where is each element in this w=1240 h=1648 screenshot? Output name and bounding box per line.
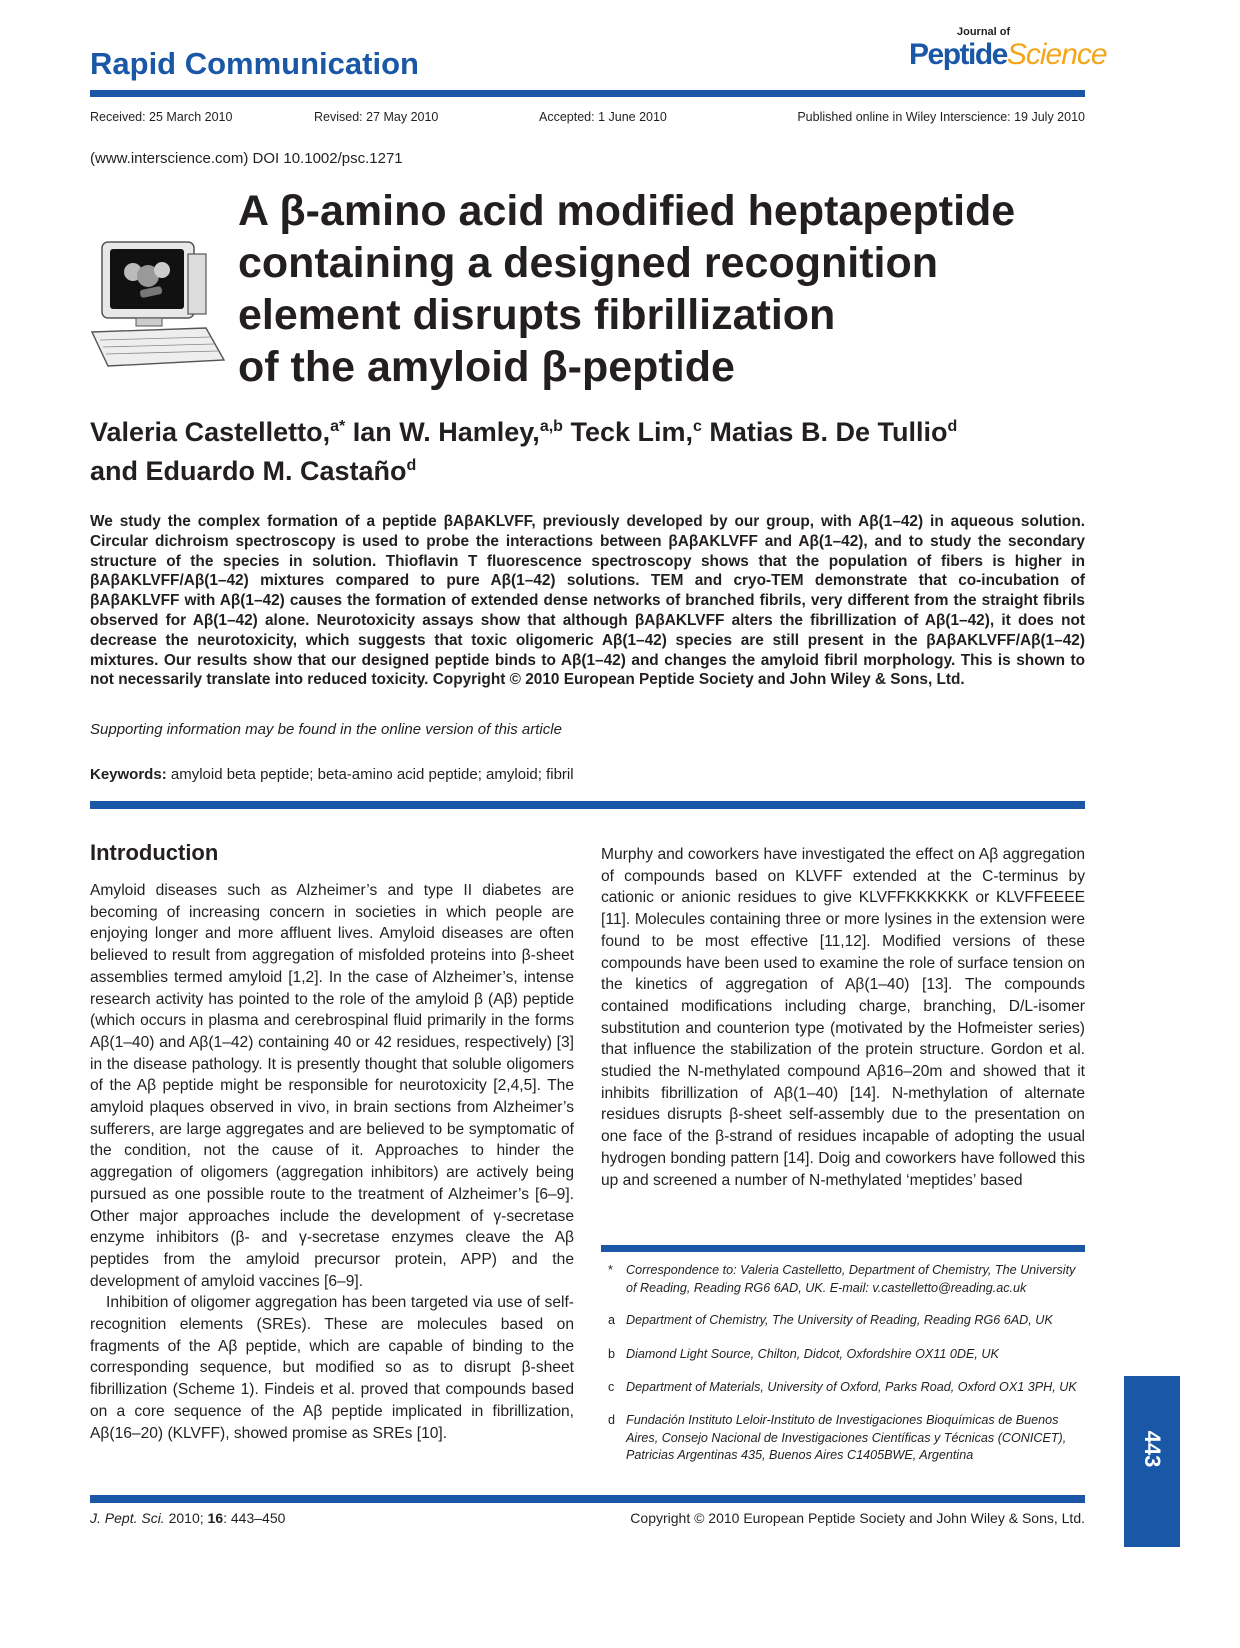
left-column: [90, 880, 574, 1444]
footer-copyright: Copyright © 2010 European Peptide Society and John Wiley & Sons, Ltd.: [630, 1510, 1085, 1526]
author-name: and Eduardo M. Castaño: [90, 456, 407, 486]
keywords: [90, 766, 574, 783]
paragraph: Amyloid diseases such as Alzheimer’s and type II diabetes are becoming of increasing concern in societies in which people are enjoying longer and more affluent lives. Amyloid diseases are often believed to result from aggregation of misfolded proteins into β-sheet assemblies termed amyloid [1,2]. In the case of Alzheimer’s, intense research activity has pointed to the role of the amyloid β (Aβ) peptide (which occurs in plasma and cerebrospinal fluid primarily in the forms Aβ(1–40) and Aβ(1–42) containing 40 or 42 residues, respectively) [3] in the disease pathology. It is presently thought that soluble oligomers of the Aβ peptide might be responsible for neurotoxicity [2,4,5]. The amyloid plaques observed in vivo, in brain sections from Alzheimer’s sufferers, are large aggregates and are believed to be symptomatic of the condition, not the cause of it. Approaches to hinder the aggregation of oligomers (aggregation inhibitors) are actively being pursued as one possible route to the treatment of Alzheimer’s [6–9]. Other major approaches include the development of γ-secretase enzyme inhibitors (β- and γ-secretase enzymes cleave the Aβ peptides from the amyloid precursor protein, APP) and the development of amyloid vaccines [6–9].: [90, 882, 574, 1290]
citation-year: 2010;: [164, 1510, 208, 1526]
keywords-text: amyloid beta peptide; beta-amino acid peptide; amyloid; fibril: [166, 766, 574, 783]
section-label: Rapid Communication: [90, 46, 419, 81]
computer-icon: [88, 240, 228, 370]
author-affiliation-mark: d: [406, 457, 417, 474]
date-revised: Revised: 27 May 2010: [314, 110, 439, 124]
abstract-rule: [90, 801, 1085, 809]
section-heading-introduction: Introduction: [90, 840, 219, 865]
title-line: containing a designed recognition: [238, 239, 938, 287]
article-title: [238, 185, 1098, 393]
footnote-text: Correspondence to: Valeria Castelletto, Department of Chemistry, The University of Reading, Reading RG6 6AD, UK. E-mail: v.castelletto@reading.ac.uk: [626, 1263, 1076, 1295]
paragraph: Inhibition of oligomer aggregation has been targeted via use of self-recognition elements (SREs). These are molecules based on fragments of the Aβ peptide, which are capable of binding to the corresponding sequence, but modified so as to disrupt β-sheet fibrillization (Scheme 1). Findeis et al. proved that compounds based on a core sequence of the Aβ peptide implicated in fibrillization, Aβ(16–20) (KLVFF), showed promise as SREs [10].: [90, 1294, 574, 1442]
footnote-mark: *: [608, 1263, 613, 1277]
date-received: Received: 25 March 2010: [90, 110, 233, 124]
footnote-mark: a: [608, 1313, 616, 1327]
journal-logo: [905, 26, 1107, 86]
citation-pages: : 443–450: [223, 1510, 286, 1526]
citation-volume: 16: [207, 1510, 224, 1526]
footnote-mark: d: [608, 1413, 616, 1427]
footnote-affiliation-b: [608, 1346, 1086, 1364]
date-accepted: Accepted: 1 June 2010: [539, 110, 667, 124]
footnote-text: Department of Chemistry, The University of Reading, Reading RG6 6AD, UK: [626, 1313, 1053, 1327]
supporting-info-note: Supporting information may be found in the online version of this article: [90, 721, 562, 738]
page-number-tab: [1124, 1376, 1180, 1547]
author-name: Valeria Castelletto,: [90, 417, 331, 447]
footnote-mark: c: [608, 1380, 615, 1394]
doi-line: (www.interscience.com) DOI 10.1002/psc.1271: [90, 150, 403, 167]
footer-citation: [90, 1510, 285, 1526]
footnote-text: Diamond Light Source, Chilton, Didcot, Oxfordshire OX11 0DE, UK: [626, 1347, 999, 1361]
keywords-label: Keywords:: [90, 766, 167, 783]
author-list: [90, 410, 1090, 488]
author-affiliation-mark: a*: [330, 418, 346, 435]
title-line: of the amyloid β-peptide: [238, 343, 735, 391]
footnote-correspondence: [608, 1262, 1086, 1298]
title-line: A β-amino acid modified heptapeptide: [238, 187, 1016, 235]
author-affiliation-mark: d: [947, 418, 958, 435]
header-rule: [90, 90, 1085, 97]
journal-logo-small: Journal of: [957, 26, 1011, 38]
footnote-rule: [601, 1245, 1085, 1252]
journal-logo-peptide: Peptide: [909, 38, 1007, 71]
footer-rule: [90, 1495, 1085, 1503]
author-affiliation-mark: c: [693, 418, 702, 435]
author-name: Ian W. Hamley,: [345, 417, 540, 447]
journal-logo-science: Science: [1006, 38, 1107, 71]
footnote-text: Department of Materials, University of Oxford, Parks Road, Oxford OX1 3PH, UK: [626, 1380, 1077, 1394]
author-affiliation-mark: a,b: [539, 418, 563, 435]
paragraph: Murphy and coworkers have investigated the effect on Aβ aggregation of compounds based on KLVFF extended at the C-terminus by cationic or anionic residues to give KLVFFKKKKKK or KLVFFEEEE [11]. Molecules containing three or more lysines in the extension were found to be most effective [11,12]. Modified versions of these compounds have been used to examine the role of surface tension on the kinetics of aggregation of Aβ(1–40) [13]. The compounds contained modifications including charge, branching, D/L-isomer substitution and counterion type (motivated by the Hofmeister series) that influence the stabilization of the protein structure. Gordon et al. studied the N-methylated compound Aβ16–20m and showed that it inhibits fibrillization of Aβ(1–40) [14]. N-methylation of alternate residues disrupts β-sheet self-assembly due to the presentation on one face of the β-strand of residues incapable of adopting the usual hydrogen bonding pattern [14]. Doig and coworkers have followed this up and screened a number of N-methylated ‘meptides’ based: [601, 846, 1085, 1189]
footnote-mark: b: [608, 1347, 616, 1361]
author-name: Teck Lim,: [562, 417, 693, 447]
page-number: 443: [1140, 1430, 1165, 1468]
footnote-text: Fundación Instituto Leloir-Instituto de Investigaciones Bioquímicas de Buenos Aires, Consejo Nacional de Investigaciones Científicas y Técnicas (CONICET), Patricias Argentinas 435, Buenos Aires C1405BWE, Argentina: [626, 1413, 1067, 1462]
citation-journal: J. Pept. Sci.: [90, 1510, 165, 1526]
date-published: Published online in Wiley Interscience: 19 July 2010: [797, 110, 1085, 124]
footnote-affiliation-c: [608, 1379, 1086, 1397]
title-line: element disrupts fibrillization: [238, 291, 836, 339]
author-name: Matias B. De Tullio: [701, 417, 948, 447]
right-column: [601, 844, 1085, 1191]
abstract: We study the complex formation of a peptide βAβAKLVFF, previously developed by our group, with Aβ(1–42) in aqueous solution. Circular dichroism spectroscopy is used to probe the interactions between βAβAKLVFF and Aβ(1–42), and to study the secondary structure of the species in solution. Thioflavin T fluorescence spectroscopy shows that the population of fibers is higher in βAβAKLVFF/Aβ(1–42) mixtures compared to pure Aβ(1–42) solutions. TEM and cryo-TEM demonstrate that co-incubation of βAβAKLVFF with Aβ(1–42) causes the formation of extended dense networks of branched fibrils, very different from the straight fibrils observed for Aβ(1–42) alone. Neurotoxicity assays show that although βAβAKLVFF alters the fibrillization of Aβ(1–42), it does not decrease the neurotoxicity, which suggests that toxic oligomeric Aβ(1–42) species are still present in the βAβAKLVFF/Aβ(1–42) mixtures. Our results show that our designed peptide binds to Aβ(1–42) and changes the amyloid fibril morphology. This is shown to not necessarily translate into reduced toxicity. Copyright © 2010 European Peptide Society and John Wiley & Sons, Ltd.: [90, 513, 1085, 689]
footnote-affiliation-d: [608, 1412, 1086, 1466]
footnote-affiliation-a: [608, 1312, 1086, 1330]
